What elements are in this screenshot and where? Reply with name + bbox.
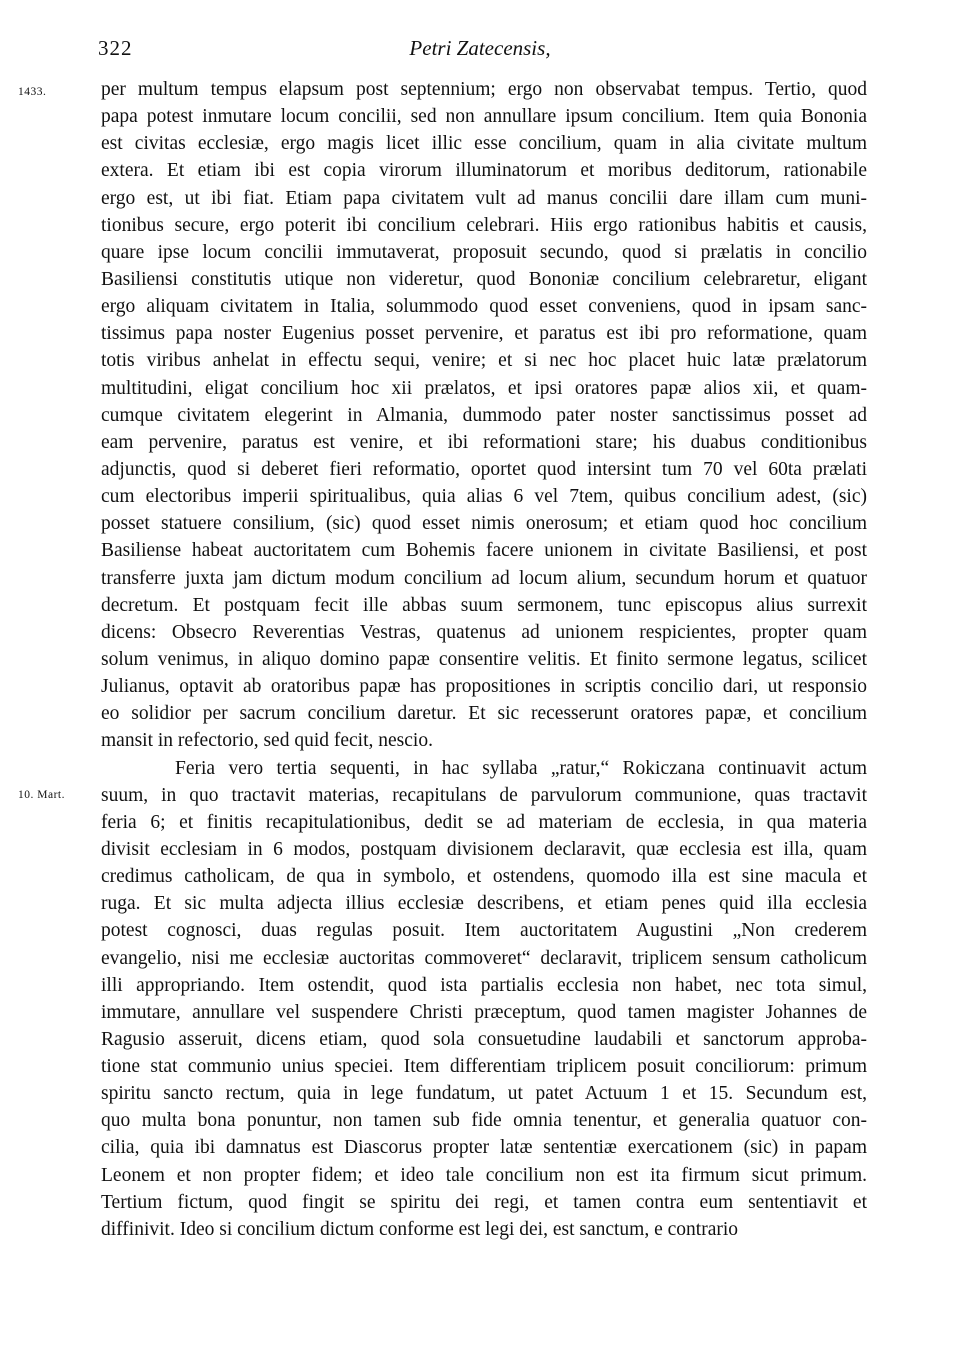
text-line: Ragusio asseruit, dicens etiam, quod sola consuetudine laudabili et sanctorum approba-	[101, 1028, 867, 1050]
margin-note-date: 10. Mart.	[18, 789, 65, 801]
text-line: divisit ecclesiam in 6 modos, postquam divisionem declaravit, quæ ecclesia est illa, quam	[101, 838, 867, 860]
text-line: est civitas ecclesiæ, ergo magis licet illic esse concilium, quam in alia civitate multum	[101, 133, 867, 155]
text-line: suum, in quo tractavit materias, recapitulans de parvulorum communione, quas tractavit	[101, 784, 867, 806]
text-line: feria 6; et finitis recapitulationibus, dedit se ad materiam de ecclesia, in qua materia	[101, 811, 867, 833]
text-line: ergo aliquam civitatem in Italia, solummodo quod esset conveniens, quod in ipsam sanc-	[101, 296, 867, 318]
text-line: tissimus papa noster Eugenius posset pervenire, et paratus est ibi pro reformatione, quam	[101, 323, 867, 345]
text-line: tione stat communio unius speciei. Item differentiam triplicem posuit conciliorum: primum	[101, 1056, 867, 1078]
text-line: mansit in refectorio, sed quid fecit, nescio.	[101, 730, 433, 752]
text-line: eam pervenire, paratus est venire, et ibi reformationi stare; his duabus conditionibus	[101, 431, 867, 453]
text-line: diffinivit. Ideo si concilium dictum conforme est legi dei, est sanctum, e contrario	[101, 1218, 739, 1240]
text-line: Basiliensi constitutis utique non videretur, quod Bononiæ concilium celebraretur, eligant	[101, 268, 867, 290]
text-line: quo multa bona ponuntur, non tamen sub fide omnia tenentur, et generalia quatuor con-	[101, 1110, 867, 1132]
text-line: papa potest inmutare locum concilii, sed non annullare ipsum concilium. Item quia Bononia	[101, 106, 867, 128]
body-text	[101, 76, 867, 1243]
text-line: Tertium fictum, quod fingit se spiritu dei regi, et tamen contra eum sententiavit et	[101, 1191, 867, 1213]
page-header	[0, 36, 960, 66]
text-line: solum venimus, in aliquo domino papæ consentire velitis. Et finito sermone legatus, scilicet	[101, 648, 867, 670]
margin-note-year: 1433.	[18, 86, 47, 98]
text-line: transferre juxta jam dictum modum concilium ad locum alium, secundum horum et quatuor	[101, 567, 867, 589]
text-line: quare ipse locum concilii immutaverat, proposuit secundo, quod si prælatis in concilio	[101, 241, 867, 263]
text-line: potest cognosci, duas regulas posuit. Item auctoritatem Augustini „Non crederem	[101, 920, 867, 942]
text-line: Leonem et non propter fidem; et ideo tale concilium non est ita firmum sicut primum.	[101, 1164, 867, 1186]
text-line: cum electoribus imperii spiritualibus, quia alias 6 vel 7tem, quibus concilium adest, (sic)	[101, 486, 867, 508]
text-line: tionibus secure, ergo poterit ibi concilium celebrari. Hiis ergo rationibus habitis et causis,	[101, 214, 867, 236]
text-line: Basiliense habeat auctoritatem cum Bohemis facere unionem in civitate Basiliensi, et post	[101, 540, 867, 562]
text-line: spiritu sancto rectum, quia in lege fundatum, ut patet Actuum 1 et 15. Secundum est,	[101, 1083, 867, 1105]
text-line: posset statuere consilium, (sic) quod esset nimis onerosum; et etiam quod hoc concilium	[101, 513, 867, 535]
text-line: decretum. Et postquam fecit ille abbas suum sermonem, tunc episcopus alius surrexit	[101, 594, 867, 616]
text-line: extera. Et etiam ibi est copia virorum illuminatorum et moribus deditorum, rationabile	[101, 160, 867, 182]
text-line: eo solidior per sacrum concilium daretur. Et sic recesserunt oratores papæ, et concilium	[101, 703, 867, 725]
text-line: illi appropriando. Item ostendit, quod ista partialis ecclesia non habet, nec tota simul,	[101, 974, 867, 996]
text-line: ergo est, ut ibi fiat. Etiam papa civitatem vult ad manus concilii dare illam cum muni-	[101, 187, 867, 209]
text-line: Feria vero tertia sequenti, in hac syllaba „ratur,“ Rokiczana continuavit actum	[175, 757, 867, 779]
text-line: credimus catholicam, de qua in symbolo, et ostendens, quomodo illa est sine macula et	[101, 866, 867, 888]
text-line: multitudini, eligat concilium hoc xii prælatos, et ipsi oratores papæ alios xii, et quam-	[101, 377, 867, 399]
page-number: 322	[98, 36, 133, 60]
text-line: ruga. Et sic multa adjecta illius ecclesiæ describens, et etiam penes quid illa ecclesia	[101, 893, 867, 915]
text-line: totis viribus anhelat in effectu sequi, venire; et si nec hoc placet huic latæ prælatorum	[101, 350, 867, 372]
text-line: immutare, annullare vel suspendere Christi præceptum, quod tamen magister Johannes de	[101, 1001, 867, 1023]
text-line: dicens: Obsecro Reverentias Vestras, quatenus ad unionem respicientes, propter quam	[101, 621, 867, 643]
text-line: per multum tempus elapsum post septennium; ergo non observabat tempus. Tertio, quod	[101, 79, 867, 100]
text-line: Julianus, optavit ab oratoribus papæ has propositiones in scriptis concilio dari, ut responsio	[101, 676, 867, 698]
text-line: evangelio, nisi me ecclesiæ auctoritas commoveret“ declaravit, triplicem sensum catholicum	[101, 947, 867, 969]
running-title: Petri Zatecensis,	[409, 36, 551, 60]
text-line: cumque civitatem elegerint in Almania, dummodo pater noster sanctissimus posset ad	[101, 404, 867, 426]
text-line: cilia, quia ibi damnatus est Diascorus propter latæ sententiæ exercationem (sic) in papam	[101, 1137, 867, 1159]
text-line: adjunctis, quod si deberet fieri reformatio, oportet quod intersint tum 70 vel 60ta prælati	[101, 458, 867, 480]
